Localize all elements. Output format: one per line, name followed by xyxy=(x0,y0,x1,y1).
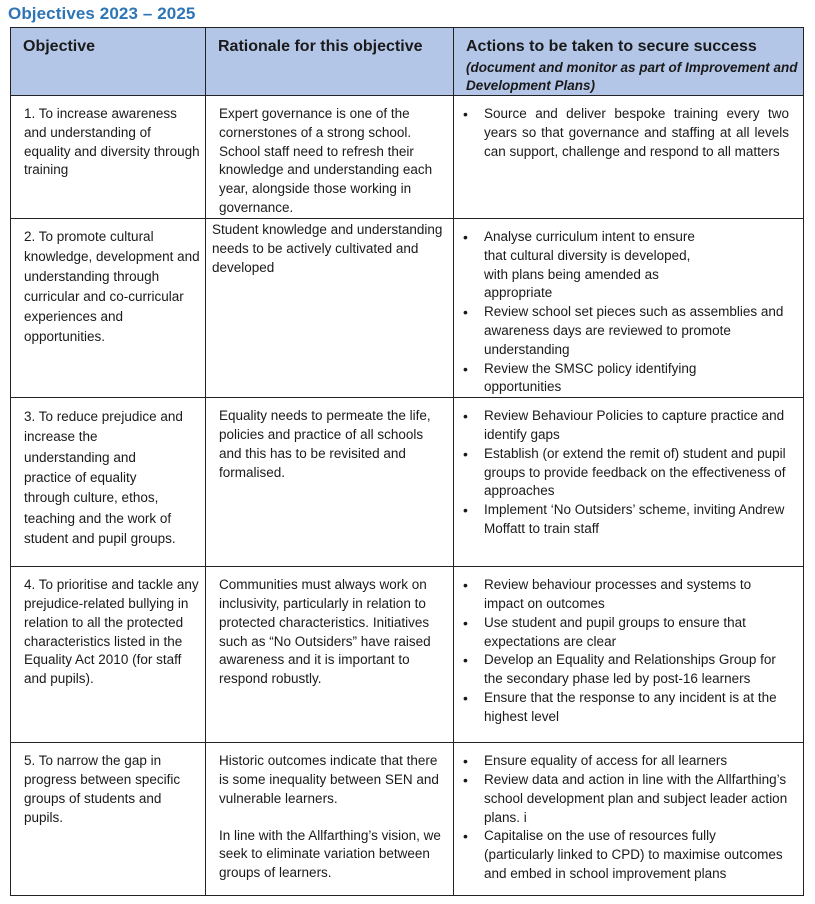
actions-list xyxy=(454,743,803,884)
rationale-cell xyxy=(206,219,454,398)
header-actions-label: Actions to be taken to secure success xyxy=(466,38,757,55)
objective-text: 5. To narrow the gap in progress between specific groups of students and pupils. xyxy=(24,753,181,825)
action-item: • Use student and pupil groups to ensure that expectations are clear xyxy=(484,614,789,652)
actions-list xyxy=(454,398,803,539)
rationale-paragraph: In line with the Allfarthing’s vision, we seek to eliminate variation between groups of learners. xyxy=(219,827,441,881)
objective-text: 4. To prioritise and tackle any prejudice-related bullying in relation to all the protected characteristics listed in the Equality Act 2010 (for staff and pupils). xyxy=(24,577,199,687)
objective-cell xyxy=(11,567,206,743)
actions-list xyxy=(454,96,803,161)
rationale-cell xyxy=(206,96,454,219)
objective-text: 3. To reduce prejudice and increase the understanding and practice of equality through culture, ethos, teaching and the work of student and pupil groups. xyxy=(24,409,183,546)
rationale-text: Equality needs to permeate the life, policies and practice of all schools and this has to be revisited and formalised. xyxy=(219,408,431,480)
actions-list xyxy=(454,219,803,397)
table-header-row xyxy=(11,28,804,96)
action-item: • Develop an Equality and Relationships Group for the secondary phase led by post-16 learners xyxy=(484,651,789,689)
page-title: Objectives 2023 – 2025 xyxy=(8,4,196,23)
actions-cell xyxy=(454,398,804,567)
header-objective xyxy=(11,28,206,96)
objective-cell xyxy=(11,398,206,567)
rationale-cell xyxy=(206,398,454,567)
table-row xyxy=(11,567,804,743)
table-row xyxy=(11,219,804,398)
action-item: • Ensure that the response to any incident is at the highest level xyxy=(484,689,789,727)
objective-cell xyxy=(11,219,206,398)
action-item: • Analyse curriculum intent to ensure that cultural diversity is developed, with plans being amended as appropriate xyxy=(484,228,789,303)
table-row xyxy=(11,96,804,219)
rationale-text: Expert governance is one of the cornerstones of a strong school. School staff need to refresh their knowledge and understanding each year, alongside those working in governance. xyxy=(219,106,433,215)
action-item: • Review the SMSC policy identifying opportunities xyxy=(484,360,789,398)
table-row xyxy=(11,398,804,567)
action-item: • Review school set pieces such as assemblies and awareness days are reviewed to promote understanding xyxy=(484,303,789,359)
action-item: • Ensure equality of access for all learners xyxy=(484,752,789,771)
action-item: • Review behaviour processes and systems to impact on outcomes xyxy=(484,576,789,614)
actions-cell xyxy=(454,567,804,743)
rationale-cell xyxy=(206,743,454,896)
header-actions-note: (document and monitor as part of Improvement and Development Plans) xyxy=(466,60,798,93)
objective-text: 1. To increase awareness and understanding of equality and diversity through training xyxy=(24,106,200,178)
header-rationale-label: Rationale for this objective xyxy=(218,38,423,55)
header-rationale xyxy=(206,28,454,96)
actions-list xyxy=(454,567,803,726)
rationale-paragraph: Historic outcomes indicate that there is some inequality between SEN and vulnerable learners. xyxy=(219,753,439,806)
action-item: • Review data and action in line with the Allfarthing’s school development plan and subject leader action plans. i xyxy=(484,771,789,827)
action-item: • Review Behaviour Policies to capture practice and identify gaps xyxy=(484,407,789,445)
actions-cell xyxy=(454,96,804,219)
objective-cell xyxy=(11,96,206,219)
actions-cell xyxy=(454,219,804,398)
header-actions xyxy=(454,28,804,96)
actions-cell xyxy=(454,743,804,896)
table-row xyxy=(11,743,804,896)
action-item: • Source and deliver bespoke training every two years so that governance and staffing at all levels can support, challenge and respond to all matters xyxy=(484,105,789,161)
objectives-table xyxy=(10,27,804,896)
action-item: • Implement ‘No Outsiders’ scheme, inviting Andrew Moffatt to train staff xyxy=(484,501,789,539)
action-item: • Establish (or extend the remit of) student and pupil groups to provide feedback on the effectiveness of approaches xyxy=(484,445,789,501)
objective-cell xyxy=(11,743,206,896)
objective-text: 2. To promote cultural knowledge, development and understanding through curricular and co-curricular experiences and opportunities. xyxy=(24,229,200,344)
rationale-text xyxy=(206,743,453,883)
rationale-text: Communities must always work on inclusivity, particularly in relation to protected characteristics. Initiatives such as “No Outsiders” have raised awareness and it is important to respond robustly. xyxy=(219,577,431,687)
rationale-text: Student knowledge and understanding needs to be actively cultivated and developed xyxy=(212,222,443,275)
rationale-cell xyxy=(206,567,454,743)
header-objective-label: Objective xyxy=(23,38,96,55)
action-item: • Capitalise on the use of resources fully (particularly linked to CPD) to maximise outcomes and embed in school improvement plans xyxy=(484,827,789,883)
